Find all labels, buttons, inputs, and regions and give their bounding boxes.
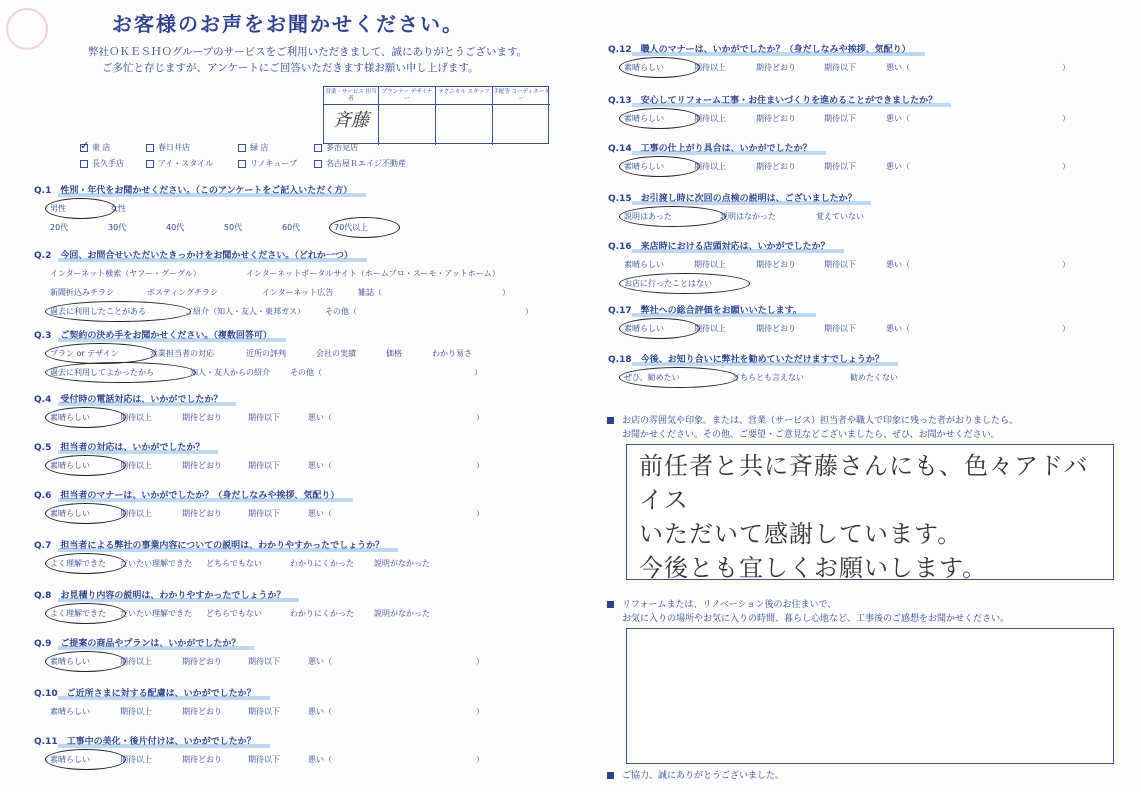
answer-option-selected[interactable]: 素晴らしい [50, 754, 120, 765]
answer-option[interactable]: インターネット検索（ヤフー・グーグル） [50, 269, 201, 278]
answer-option[interactable]: 説明はなかった [720, 212, 776, 221]
answer-option-selected[interactable]: 素晴らしい [624, 323, 694, 334]
answer-option[interactable]: 期待どおり [182, 657, 222, 666]
answer-row [624, 278, 1066, 289]
answer-option[interactable]: 悪い（ ） [308, 461, 484, 470]
store-label: 春日井店 [158, 143, 190, 152]
question-q1 [34, 183, 394, 241]
answer-option[interactable]: 60代 [282, 223, 301, 232]
question-q3 [34, 328, 492, 386]
question-title: Q.8 お見積り内容の説明は、わかりやすかったでしょうか？ [34, 588, 299, 601]
answer-option[interactable]: 女性 [110, 204, 126, 213]
store-label: 東 店 [92, 143, 111, 152]
answer-row [624, 259, 1070, 270]
answer-option[interactable]: 期待どおり [756, 63, 796, 72]
answer-option[interactable]: 価格 [386, 349, 402, 358]
answer-options [34, 268, 545, 317]
answer-options [34, 508, 488, 519]
question-title: Q.7 担当者による弊社の事業内容についての説明は、わかりやすかったでしょうか？ [34, 538, 398, 551]
store-label: 緑 店 [250, 143, 269, 152]
staff-header-technical: テクニカル スタッフ [436, 87, 493, 105]
intro-line-2: ご多忙と存じますが、アンケートにご回答いただきます様お願い申し上げます。 [102, 62, 479, 74]
answer-options [34, 706, 488, 717]
question-q7 [34, 538, 444, 577]
section-bullet [607, 772, 614, 779]
comment2-prompt: リフォームまたは、リノベーション後のお住まいで、 お気に入りの場所やお気に入りの時間、暮らし心地など、工事後のご感想をお聞かせください。 [607, 598, 1009, 626]
answer-row [50, 754, 488, 765]
answer-option-selected[interactable]: 過去に利用してよかったから [50, 367, 190, 378]
answer-row [50, 508, 488, 519]
answer-option[interactable]: 期待以下 [824, 114, 856, 123]
store-checkbox[interactable] [314, 160, 322, 168]
store-option[interactable] [238, 142, 314, 153]
answer-option[interactable]: 期待以下 [248, 657, 280, 666]
answer-option[interactable]: 営業担当者の対応 [150, 349, 214, 358]
comment1-prompt: お店の雰囲気や印象。または、営業（サービス）担当者や職人で印象に残った者がおりましたら、 お聞かせください。その他、ご要望・ご意見などございましたら、ぜひ、お聞かせください。 [607, 414, 1018, 442]
answer-option-selected[interactable]: お店に行ったことはない [624, 278, 744, 289]
question-title: Q.14 工事の仕上がり具合は、いかがでしたか？ [608, 141, 826, 154]
answer-option[interactable]: 悪い（ ） [308, 707, 484, 716]
staff-cell-coordinator[interactable] [493, 105, 550, 145]
question-q15 [608, 191, 896, 230]
answer-option[interactable]: 期待どおり [182, 413, 222, 422]
question-title: Q.2 今回、お問合せいただいたきっかけをお聞かせください。（どれか一つ） [34, 248, 367, 261]
answer-row [624, 113, 1070, 124]
answer-row [624, 62, 1070, 73]
answer-option[interactable]: 悪い（ ） [308, 509, 484, 518]
answer-option[interactable]: 期待以上 [694, 162, 726, 171]
answer-option[interactable]: 悪い（ ） [886, 162, 1070, 171]
question-q11 [34, 734, 488, 773]
answer-option[interactable]: わかりにくかった [290, 559, 354, 568]
answer-option[interactable]: 期待以上 [694, 63, 726, 72]
answer-option[interactable]: 30代 [108, 223, 127, 232]
answer-options [608, 259, 1070, 289]
question-title: Q.1 性別・年代をお聞かせください。（このアンケートをご記入いただく方） [34, 183, 366, 196]
answer-row [50, 558, 444, 569]
answer-row [50, 608, 444, 619]
answer-options [34, 348, 492, 378]
answer-options [608, 211, 896, 222]
answer-option[interactable]: 説明がなかった [374, 609, 430, 618]
answer-row [50, 348, 492, 359]
staff-signature[interactable]: 斉藤 [324, 105, 379, 145]
answer-option[interactable]: 期待どおり [756, 260, 796, 269]
answer-option-selected[interactable]: 70代以上 [334, 222, 394, 233]
answer-option[interactable]: 50代 [224, 223, 243, 232]
question-title: Q.9 ご提案の商品やプランは、いかがでしたか？ [34, 636, 254, 649]
answer-option[interactable]: 期待以下 [824, 162, 856, 171]
answer-option[interactable]: その他（ ） [325, 307, 533, 316]
answer-option[interactable]: 40代 [166, 223, 185, 232]
answer-option[interactable]: だいたい理解できた [120, 559, 192, 568]
comment1-box[interactable] [626, 444, 1114, 580]
answer-option[interactable]: 期待以上 [120, 657, 152, 666]
question-title: Q.11 工事中の美化・後片付けは、いかがでしたか？ [34, 734, 270, 747]
store-option[interactable] [238, 158, 314, 169]
answer-option[interactable]: どちらでもない [206, 559, 262, 568]
answer-option[interactable]: 期待以下 [248, 413, 280, 422]
answer-option[interactable]: わかりにくかった [290, 609, 354, 618]
answer-option[interactable]: 新聞折込みチラシ [50, 288, 114, 297]
question-title: Q.15 お引渡し時に次回の点検の説明は、ございましたか？ [608, 191, 871, 204]
question-title: Q.12 職人のマナーは、いかがでしたか？（身だしなみや挨拶、気配り） [608, 42, 925, 55]
answer-option[interactable]: 期待以上 [120, 413, 152, 422]
answer-option[interactable]: 悪い（ ） [886, 63, 1070, 72]
answer-option[interactable]: 期待以下 [248, 461, 280, 470]
answer-option[interactable]: 期待以上 [120, 461, 152, 470]
answer-option[interactable]: わかり易さ [432, 349, 472, 358]
store-checkbox[interactable] [146, 144, 154, 152]
answer-options [34, 656, 488, 667]
answer-option[interactable]: 素晴らしい [624, 260, 664, 269]
question-q8 [34, 588, 444, 627]
thanks-footer: ご協力、誠にありがとうございました。 [607, 768, 784, 781]
page-title: お客様のお声をお聞かせください。 [112, 12, 464, 36]
answer-option[interactable]: 知人・友人からの紹介 [190, 368, 270, 377]
answer-options [608, 372, 930, 383]
staff-table [323, 86, 549, 144]
store-label: 長久手店 [92, 159, 124, 168]
question-q5 [34, 440, 488, 479]
answer-row [624, 161, 1070, 172]
answer-option[interactable]: 期待以下 [248, 755, 280, 764]
question-q2 [34, 248, 545, 325]
staff-cell-technical[interactable] [436, 105, 493, 145]
answer-option[interactable]: インターネットポータルサイト（ホームプロ・スーモ・アットホーム） [246, 269, 500, 278]
comment2-box[interactable] [626, 628, 1114, 764]
answer-option[interactable]: 悪い（ ） [308, 413, 484, 422]
question-q10 [34, 686, 488, 725]
answer-option[interactable]: 期待以下 [824, 63, 856, 72]
answer-option-selected[interactable]: 素晴らしい [624, 113, 694, 124]
answer-option-selected[interactable]: 過去に利用したことがある [50, 306, 185, 317]
answer-option-selected[interactable]: 素晴らしい [624, 161, 694, 172]
answer-option[interactable]: 期待以下 [824, 260, 856, 269]
store-checkbox[interactable] [80, 160, 88, 168]
answer-option-selected[interactable]: プラン or デザイン [50, 348, 150, 359]
answer-option[interactable]: 会社の実績 [316, 349, 356, 358]
answer-option[interactable]: ポスティングチラシ [147, 288, 219, 297]
answer-option[interactable]: 期待どおり [756, 162, 796, 171]
answer-option[interactable]: 期待どおり [182, 707, 222, 716]
question-title: Q.6 担当者のマナーは、いかがでしたか？（身だしなみや挨拶、気配り） [34, 488, 353, 501]
staff-header-coordinator: 手配等 コーディネーター [493, 87, 550, 105]
question-q4 [34, 392, 488, 431]
answer-row [624, 211, 896, 222]
staff-header-planner: プランナー デザイナー [379, 87, 436, 105]
answer-option[interactable]: どちらでもない [206, 609, 262, 618]
answer-option-selected[interactable]: 男性 [50, 203, 110, 214]
store-option[interactable] [80, 158, 146, 169]
answer-options [34, 203, 394, 233]
answer-option-selected[interactable]: 素晴らしい [50, 656, 120, 667]
answer-option[interactable]: 勧めたくない [850, 373, 898, 382]
answer-options [608, 161, 1070, 172]
answer-option[interactable]: 期待以下 [824, 324, 856, 333]
question-title: Q.13 安心してリフォーム工事・お住まいづくりを進めることができましたか？ [608, 93, 951, 106]
question-title: Q.3 ご契約の決め手をお聞かせください。（複数回答可） [34, 328, 286, 341]
answer-option[interactable]: 20代 [50, 223, 69, 232]
question-q16 [608, 239, 1070, 297]
answer-option[interactable]: インターネット広告 [262, 288, 334, 297]
store-option[interactable] [146, 158, 238, 169]
answer-option[interactable]: 雑誌（ ） [358, 288, 510, 297]
answer-option[interactable]: 期待以下 [248, 707, 280, 716]
answer-option-selected[interactable]: 素晴らしい [50, 460, 120, 471]
answer-option[interactable]: 悪い（ ） [886, 324, 1070, 333]
question-q18 [608, 352, 930, 391]
answer-option[interactable]: 悪い（ ） [886, 114, 1070, 123]
answer-option[interactable]: 近所の評判 [246, 349, 286, 358]
question-q17 [608, 303, 1070, 342]
section-bullet [607, 601, 614, 608]
answer-option-selected[interactable]: 説明はあった [624, 211, 720, 222]
answer-option-selected[interactable]: 素晴らしい [624, 62, 694, 73]
answer-options [34, 460, 488, 471]
answer-option-selected[interactable]: 素晴らしい [50, 508, 120, 519]
answer-row [624, 372, 930, 383]
store-checklist [80, 142, 420, 169]
store-checkbox[interactable] [238, 144, 246, 152]
answer-options [34, 412, 488, 423]
answer-option-selected[interactable]: ぜひ、勧めたい [624, 372, 732, 383]
answer-row [50, 412, 488, 423]
question-title: Q.10 ご近所さまに対する配慮は、いかがでしたか？ [34, 686, 270, 699]
staff-header-sales: 営業・サービス 担当者 [324, 87, 379, 105]
comment1-answer: 前任者と共に斉藤さんにも、色々アドバイス いただいて感謝しています。 今後とも宜しくお願いします。 [639, 452, 1089, 582]
answer-option[interactable]: 期待以上 [120, 707, 152, 716]
answer-options [608, 113, 1070, 124]
answer-option[interactable]: 期待どおり [182, 461, 222, 470]
answer-option-selected[interactable]: 素晴らしい [50, 412, 120, 423]
store-checkbox[interactable] [314, 144, 322, 152]
store-option[interactable] [314, 158, 420, 169]
answer-row [50, 268, 545, 279]
answer-row [50, 706, 488, 717]
question-q13 [608, 93, 1070, 132]
stamp-mark [6, 8, 48, 50]
answer-option[interactable]: 期待以上 [120, 509, 152, 518]
store-checkbox[interactable] [146, 160, 154, 168]
answer-option[interactable]: 期待以上 [120, 755, 152, 764]
answer-option[interactable]: ご紹介（知人・友人・東邦ガス） [185, 307, 305, 316]
question-q9 [34, 636, 488, 675]
answer-row [50, 656, 488, 667]
answer-option[interactable]: 素晴らしい [50, 707, 90, 716]
answer-option[interactable]: 悪い（ ） [308, 755, 484, 764]
question-title: Q.5 担当者の対応は、いかがでしたか？ [34, 440, 218, 453]
answer-option[interactable]: どちらとも言えない [732, 373, 804, 382]
answer-option[interactable]: だいたい理解できた [120, 609, 192, 618]
staff-cell-planner[interactable] [379, 105, 436, 145]
answer-option[interactable]: 期待以下 [248, 509, 280, 518]
question-q12 [608, 42, 1070, 81]
store-checkbox[interactable] [80, 144, 88, 152]
question-title: Q.17 弊社への総合評価をお願いいたします。 [608, 303, 816, 316]
store-option[interactable] [80, 142, 146, 153]
store-option[interactable] [146, 142, 238, 153]
answer-options [608, 62, 1070, 73]
answer-option[interactable]: 悪い（ ） [308, 657, 484, 666]
answer-row [50, 367, 492, 378]
intro-line-1: 弊社ＯＫＥＳＨＯグループのサービスをご利用いただきまして、誠にありがとうございます。 [88, 46, 528, 58]
answer-options [34, 558, 444, 569]
section-bullet [607, 417, 614, 424]
question-q14 [608, 141, 1070, 180]
answer-options [34, 608, 444, 619]
answer-row [50, 222, 394, 233]
answer-option-selected[interactable]: よく理解できた [50, 608, 120, 619]
answer-option[interactable]: 期待どおり [182, 755, 222, 764]
store-label: リノキューブ [250, 159, 297, 168]
answer-option[interactable]: 期待以上 [694, 324, 726, 333]
store-option[interactable] [314, 142, 420, 153]
answer-option[interactable]: 期待以上 [694, 260, 726, 269]
answer-option[interactable]: その他（ ） [290, 368, 482, 377]
store-label: アイ・スタイル [158, 159, 214, 168]
store-label: 名古屋Ｒエイジ不動産 [326, 159, 406, 168]
answer-option[interactable]: 覚えていない [816, 212, 864, 221]
answer-option[interactable]: 期待以上 [694, 114, 726, 123]
answer-option[interactable]: 期待どおり [756, 114, 796, 123]
answer-row [50, 306, 545, 317]
store-checkbox[interactable] [238, 160, 246, 168]
answer-row [50, 203, 394, 214]
answer-row [624, 323, 1070, 334]
answer-row [50, 460, 488, 471]
question-title: Q.18 今後、お知り合いに弊社を勧めていただけますでしょうか？ [608, 352, 898, 365]
answer-options [34, 754, 488, 765]
answer-option[interactable]: 悪い（ ） [886, 260, 1070, 269]
answer-option-selected[interactable]: よく理解できた [50, 558, 120, 569]
answer-option[interactable]: 期待どおり [756, 324, 796, 333]
question-title: Q.16 来店時における店頭対応は、いかがでしたか？ [608, 239, 844, 252]
question-title: Q.4 受付時の電話対応は、いかがでしたか？ [34, 392, 236, 405]
intro-text [88, 44, 527, 76]
question-q6 [34, 488, 488, 527]
answer-option[interactable]: 期待どおり [182, 509, 222, 518]
store-label: 多治見店 [326, 143, 358, 152]
answer-options [608, 323, 1070, 334]
answer-row [50, 287, 545, 298]
answer-option[interactable]: 説明がなかった [374, 559, 430, 568]
